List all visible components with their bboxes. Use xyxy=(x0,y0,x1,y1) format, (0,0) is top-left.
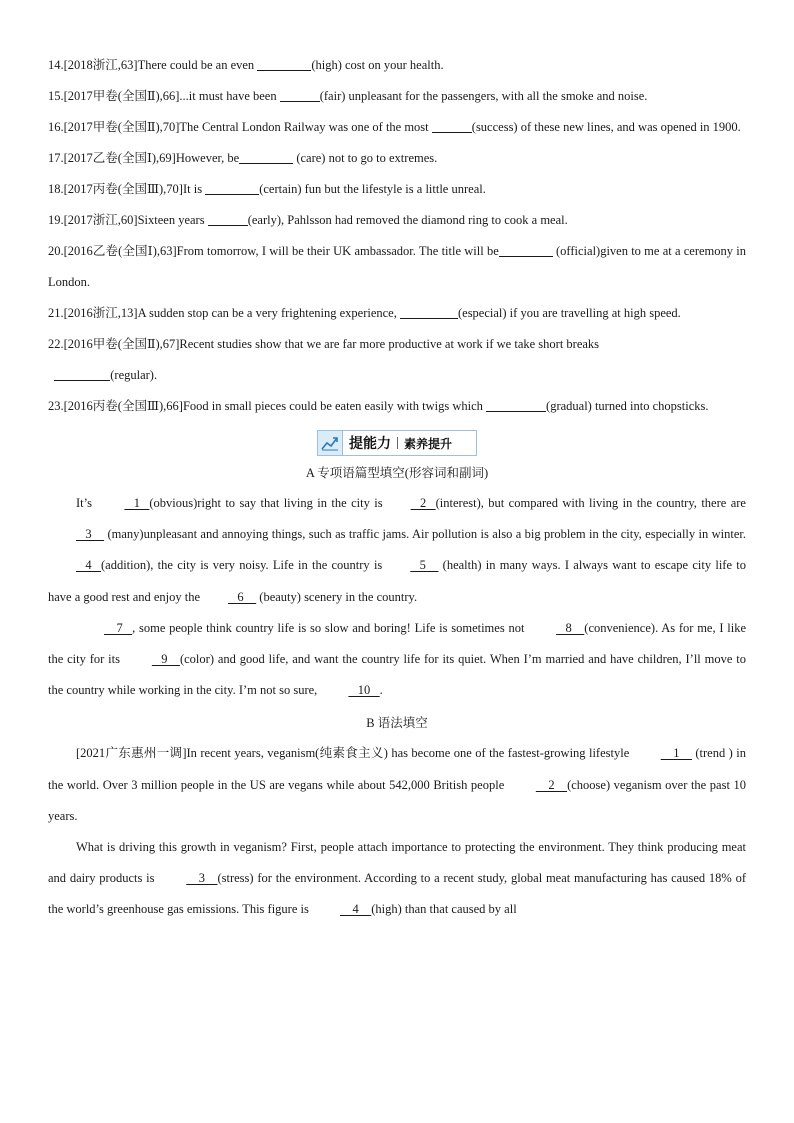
blank-number[interactable]: 6 xyxy=(228,589,257,604)
blank-number[interactable]: 4 xyxy=(76,558,101,573)
blank-number[interactable]: 7 xyxy=(104,620,133,635)
blank-number[interactable]: 9 xyxy=(151,652,180,667)
question-21: 21.[2016浙江,13]A sudden stop can be a very frightening experience, (especial) if you are travelling at high speed. xyxy=(48,306,681,320)
question-20: 20.[2016乙卷(全国Ⅰ),63]From tomorrow, I will be their UK ambassador. The title will be (official)given to me at a ceremony in London. xyxy=(48,244,746,289)
answer-blank[interactable] xyxy=(400,305,458,319)
banner-main-label: 提能力 xyxy=(349,436,391,452)
section-banner xyxy=(317,430,477,456)
answer-blank[interactable] xyxy=(432,119,472,133)
blank-number[interactable]: 4 xyxy=(339,902,372,917)
blank-number[interactable]: 1 xyxy=(124,496,150,510)
question-22: 22.[2016甲卷(全国Ⅱ),67]Recent studies show that we are far more productive at work if we take short breaks (regular). xyxy=(48,337,600,382)
section-b-paragraph-1: [2021广东惠州一调]In recent years, veganism(纯素食主义) has become one of the fastest-growing lifestyle 1 (trend ) in the world. Over 3 million people in the US are vegans while about 542,000 British people 2 (choose) veganism over the past 10 years. xyxy=(48,738,746,832)
blank-number[interactable]: 3 xyxy=(186,871,218,886)
blank-number[interactable]: 3 xyxy=(76,527,105,542)
section-a-paragraph-1: It’s 1 (obvious)right to say that living in the city is 2 (interest), but compared with living in the country, there are 3 (many)unpleasant and annoying things, such as traffic jams. Air pollution is also a big problem in the city, especially in winter. 4 (addition), the city is very noisy. Life in the country is 5 (health) in many ways. I always want to escape city life to have a good rest and enjoy the 6 (beauty) scenery in the country. xyxy=(48,488,746,613)
worksheet-page xyxy=(48,50,746,926)
blank-number[interactable]: 8 xyxy=(556,620,585,635)
answer-blank[interactable] xyxy=(205,181,259,195)
question-17: 17.[2017乙卷(全国Ⅰ),69]However, be (care) not to go to extremes. xyxy=(48,151,438,165)
section-a-paragraph-2: 7 , some people think country life is so slow and boring! Life is sometimes not 8 (convenience). As for me, I like the city for its 9 (color) and good life, and want the country life for its quiet. When I’m married and have children, I’ll move to the country while working in the city. I’m not so sure, 10 . xyxy=(48,613,746,707)
answer-blank[interactable] xyxy=(54,367,110,381)
blank-number[interactable]: 10 xyxy=(348,683,380,698)
question-23: 23.[2016丙卷(全国Ⅲ),66]Food in small pieces could be eaten easily with twigs which (gradual) turned into chopsticks. xyxy=(48,399,709,413)
banner-sub-label: 素养提升 xyxy=(404,436,453,451)
section-a-title: A 专项语篇型填空(形容词和副词) xyxy=(305,466,489,480)
answer-blank[interactable] xyxy=(499,243,553,257)
banner-divider xyxy=(397,437,398,449)
question-15: 15.[2017甲卷(全国Ⅱ),66]...it must have been (fair) unpleasant for the passengers, with all the smoke and noise. xyxy=(48,89,648,103)
blank-number[interactable]: 2 xyxy=(535,777,568,792)
question-16: 16.[2017甲卷(全国Ⅱ),70]The Central London Railway was one of the most (success) of these new lines, and was opened in 1900. xyxy=(48,120,741,134)
answer-blank[interactable] xyxy=(280,88,320,102)
answer-blank[interactable] xyxy=(257,57,311,71)
answer-blank[interactable] xyxy=(486,398,546,412)
trend-chart-icon xyxy=(318,431,343,455)
answer-blank[interactable] xyxy=(208,212,248,226)
blank-number[interactable]: 5 xyxy=(410,558,439,573)
section-b-paragraph-2: What is driving this growth in veganism? First, people attach importance to protecting the environment. They think producing meat and dairy products is 3 (stress) for the environment. According to a recent study, global meat manufacturing has caused 18% of the world’s greenhouse gas emissions. This figure is 4 (high) than that caused by all xyxy=(48,832,746,926)
blank-number[interactable]: 1 xyxy=(660,746,692,761)
question-18: 18.[2017丙卷(全国Ⅲ),70]It is (certain) fun but the lifestyle is a little unreal. xyxy=(48,182,486,196)
section-b-title: B 语法填空 xyxy=(366,716,428,731)
blank-number[interactable]: 2 xyxy=(410,496,436,510)
answer-blank[interactable] xyxy=(239,150,293,164)
question-19: 19.[2017浙江,60]Sixteen years (early), Pahlsson had removed the diamond ring to cook a meal. xyxy=(48,213,568,227)
question-14: 14.[2018浙江,63]There could be an even (high) cost on your health. xyxy=(48,58,444,72)
